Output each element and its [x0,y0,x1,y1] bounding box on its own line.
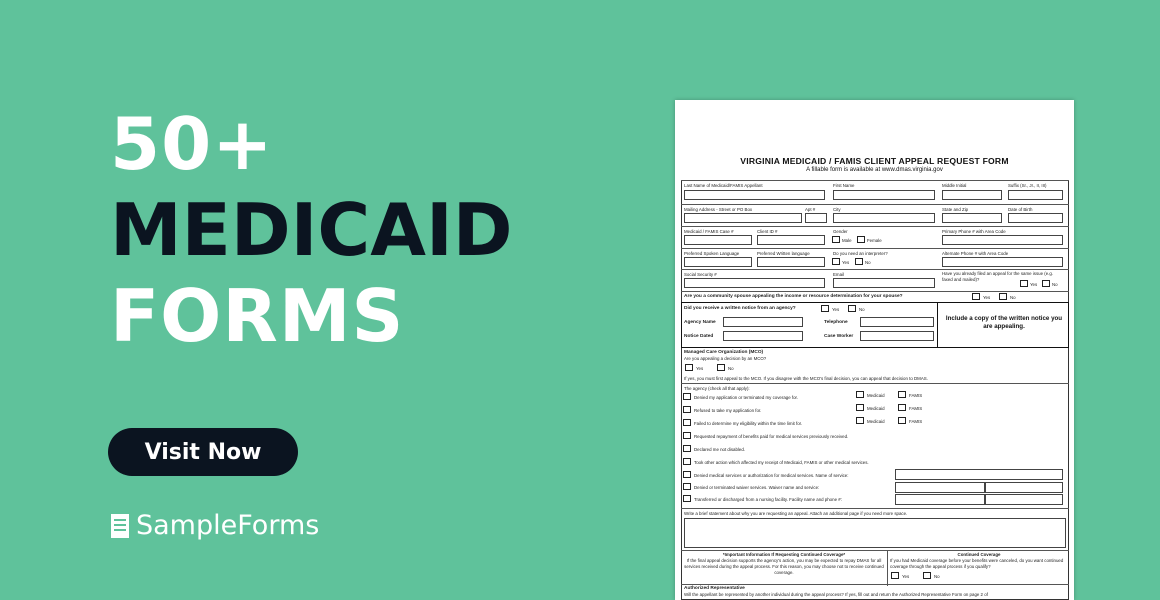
label-primary-phone: Primary Phone # with Area Code [942,229,1006,234]
notice-no-checkbox[interactable] [848,305,856,312]
label-spouse-yes: Yes [983,295,991,300]
label-written-language: Preferred Written language [757,251,810,256]
female-checkbox[interactable] [857,236,865,243]
label-ssn: Social Security # [684,272,717,277]
headline-count: 50+ [110,102,274,186]
label-continued-yes: Yes [902,574,910,579]
check-not-disabled[interactable] [683,445,691,452]
client-id-field[interactable] [757,235,825,245]
form-preview[interactable] [675,100,1074,600]
label-already-filed-yes: Yes [1030,282,1038,287]
continued-heading: Continued Coverage [957,552,1001,557]
label-mco-yes: Yes [696,366,704,371]
male-checkbox[interactable] [832,236,840,243]
checklist-item-6: Took other action which affected my receipt of Medicaid, FAMIS or other medical services. [694,460,869,465]
label-interpreter: Do you need an interpreter? [833,251,888,256]
label-mco-no: No [728,366,734,371]
notice-question: Did you receive a written notice from an agency? [684,306,796,311]
case-no-field[interactable] [684,235,752,245]
mco-no-checkbox[interactable] [717,364,725,371]
last-name-field[interactable] [684,190,825,200]
continued-text: If you had Medicaid coverage before your benefits were canceled, do you want continued coverage through the appeal process if you qualify? [890,558,1064,569]
document-icon [110,513,130,539]
medicaid-checkbox-1[interactable] [856,391,864,398]
label-spoken-language: Preferred Spoken Language [684,251,740,256]
authorized-text: Will the appellant be represented by another individual during the appeal process? If yes, fill out and return the Authorized Representative Form on page 2 of [684,592,988,597]
check-nursing-transfer[interactable] [683,495,691,502]
form-subtitle: A fillable form is available at www.dmas.virginia.gov [806,167,943,173]
headline-forms: FORMS [110,274,405,358]
facility-name-field[interactable] [895,494,985,505]
label-dob: Date of Birth [1008,207,1033,212]
service-name-field[interactable] [895,469,1063,480]
label-already-filed-no: No [1052,282,1058,287]
label-male: Male [842,238,852,243]
waiver-name-field[interactable] [895,482,985,493]
mco-note: If yes, you must first appeal to the MCO. If you disagree with the MCO's final decision, you can appeal that decision to DMAS. [684,376,928,381]
label-spouse-no: No [1010,295,1016,300]
spoken-language-field[interactable] [684,257,752,267]
agency-name-field[interactable] [723,317,803,327]
notice-dated-field[interactable] [723,331,803,341]
check-waiver-services[interactable] [683,483,691,490]
label-case-worker: Case Worker [824,334,854,339]
facility-phone-field[interactable] [985,494,1063,505]
checklist-item-5: Declared me not disabled. [694,447,746,452]
dob-field[interactable] [1008,213,1063,223]
label-suffix: Suffix (Sr., Jr., II, III) [1008,183,1047,188]
checklist-item-1: Denied my application or terminated my coverage for. [694,395,798,400]
label-already-filed: Have you already filed an appeal for the same issue (e.g. faxed and mailed)? [942,271,1054,282]
label-last-name: Last Name of Medicaid/FAMIS Appellant [684,183,763,188]
checklist-item-4: Requested repayment of benefits paid for medical services previously received. [694,434,849,439]
checklist-item-3: Failed to determine my eligibility within the time limit for. [694,421,803,426]
state-zip-field[interactable] [942,213,1002,223]
continued-no-checkbox[interactable] [923,572,931,579]
mco-yes-checkbox[interactable] [685,364,693,371]
label-agency-name: Agency Name [684,320,716,325]
label-gender: Gender [833,229,848,234]
ssn-field[interactable] [684,278,825,288]
label-famis-2: FAMIS [909,406,923,411]
mailing-address-field[interactable] [684,213,802,223]
label-interpreter-no: No [865,260,871,265]
label-notice-yes: Yes [832,307,840,312]
include-copy-notice: Include a copy of the written notice you are appealing. [945,315,1063,331]
label-middle-initial: Middle Initial [942,183,967,188]
label-continued-no: No [934,574,940,579]
label-notice-no: No [859,307,865,312]
check-other-action[interactable] [683,458,691,465]
headline [110,102,513,358]
waiver-service-field[interactable] [985,482,1063,493]
check-denied-services[interactable] [683,471,691,478]
label-medicaid-3: Medicaid [867,419,885,424]
suffix-field[interactable] [1008,190,1063,200]
label-case-no: Medicaid / FAMIS Case # [684,229,734,234]
headline-medicaid: MEDICAID [110,188,513,272]
important-text: If the final appeal decision supports the agency's action, you may be expected to repay DMAS for all services received during the appeal process. For this reason, you may choose not to receive continued coverage. [684,558,884,575]
primary-phone-field[interactable] [942,235,1063,245]
city-field[interactable] [833,213,935,223]
already-filed-no-checkbox[interactable] [1042,280,1050,287]
label-famis-1: FAMIS [909,393,923,398]
first-name-field[interactable] [833,190,935,200]
telephone-field[interactable] [860,317,934,327]
spouse-no-checkbox[interactable] [999,293,1007,300]
already-filed-yes-checkbox[interactable] [1020,280,1028,287]
famis-checkbox-3[interactable] [898,417,906,424]
visit-now-button[interactable]: Visit Now [108,428,298,476]
label-email: Email [833,272,844,277]
mco-heading: Managed Care Organization (MCO) [684,350,764,355]
notice-yes-checkbox[interactable] [821,305,829,312]
famis-checkbox-2[interactable] [898,404,906,411]
check-failed-eligibility[interactable] [683,419,691,426]
label-female: Female [867,238,882,243]
medicaid-checkbox-2[interactable] [856,404,864,411]
checklist-item-7: Denied medical services or authorization for medical services. Name of service: [694,473,849,478]
continued-yes-checkbox[interactable] [891,572,899,579]
medicaid-checkbox-3[interactable] [856,417,864,424]
alt-phone-field[interactable] [942,257,1063,267]
checklist-item-2: Refused to take my application for. [694,408,762,413]
form-title: VIRGINIA MEDICAID / FAMIS CLIENT APPEAL REQUEST FORM [740,156,1009,166]
label-famis-3: FAMIS [909,419,923,424]
label-medicaid-2: Medicaid [867,406,885,411]
label-first-name: First Name [833,183,855,188]
label-apt: Apt # [805,207,816,212]
statement-instructions: Write a brief statement about why you are requesting an appeal. Attach an additional page if you need more space. [684,511,908,516]
mco-question: Are you appealing a decision by an MCO? [684,356,767,361]
statement-field[interactable] [684,518,1066,548]
check-denied-application[interactable] [683,393,691,400]
famis-checkbox-1[interactable] [898,391,906,398]
brand-logo[interactable] [110,510,319,541]
authorized-heading: Authorized Representative [684,586,745,591]
email-field[interactable] [833,278,935,288]
spouse-question: Are you a community spouse appealing the income or resource determination for your spouse? [684,294,903,299]
apt-field[interactable] [805,213,827,223]
spouse-yes-checkbox[interactable] [972,293,980,300]
check-refused-application[interactable] [683,406,691,413]
case-worker-field[interactable] [860,331,934,341]
check-repayment[interactable] [683,432,691,439]
label-client-id: Client ID # [757,229,778,234]
label-notice-dated: Notice Dated [684,334,714,339]
middle-initial-field[interactable] [942,190,1002,200]
important-heading: *Important Information If Requesting Continued Coverage* [722,552,846,557]
agency-heading: The agency (check all that apply): [684,386,750,391]
label-city: City [833,207,841,212]
label-medicaid-1: Medicaid [867,393,885,398]
label-interpreter-yes: Yes [842,260,850,265]
label-telephone: Telephone [824,320,848,325]
checklist-item-8: Denied or terminated waiver services. Waiver name and service: [694,485,820,490]
label-alt-phone: Alternate Phone # with Area Code [942,251,1009,256]
checklist-item-9: Transferred or discharged from a nursing facility. Facility name and phone #: [694,497,842,502]
brand-name: SampleForms [136,510,320,541]
interpreter-yes-checkbox[interactable] [832,258,840,265]
label-state-zip: State and Zip [942,207,969,212]
written-language-field[interactable] [757,257,825,267]
interpreter-no-checkbox[interactable] [855,258,863,265]
label-mailing-address: Mailing Address - Street or PO Box [684,207,753,212]
